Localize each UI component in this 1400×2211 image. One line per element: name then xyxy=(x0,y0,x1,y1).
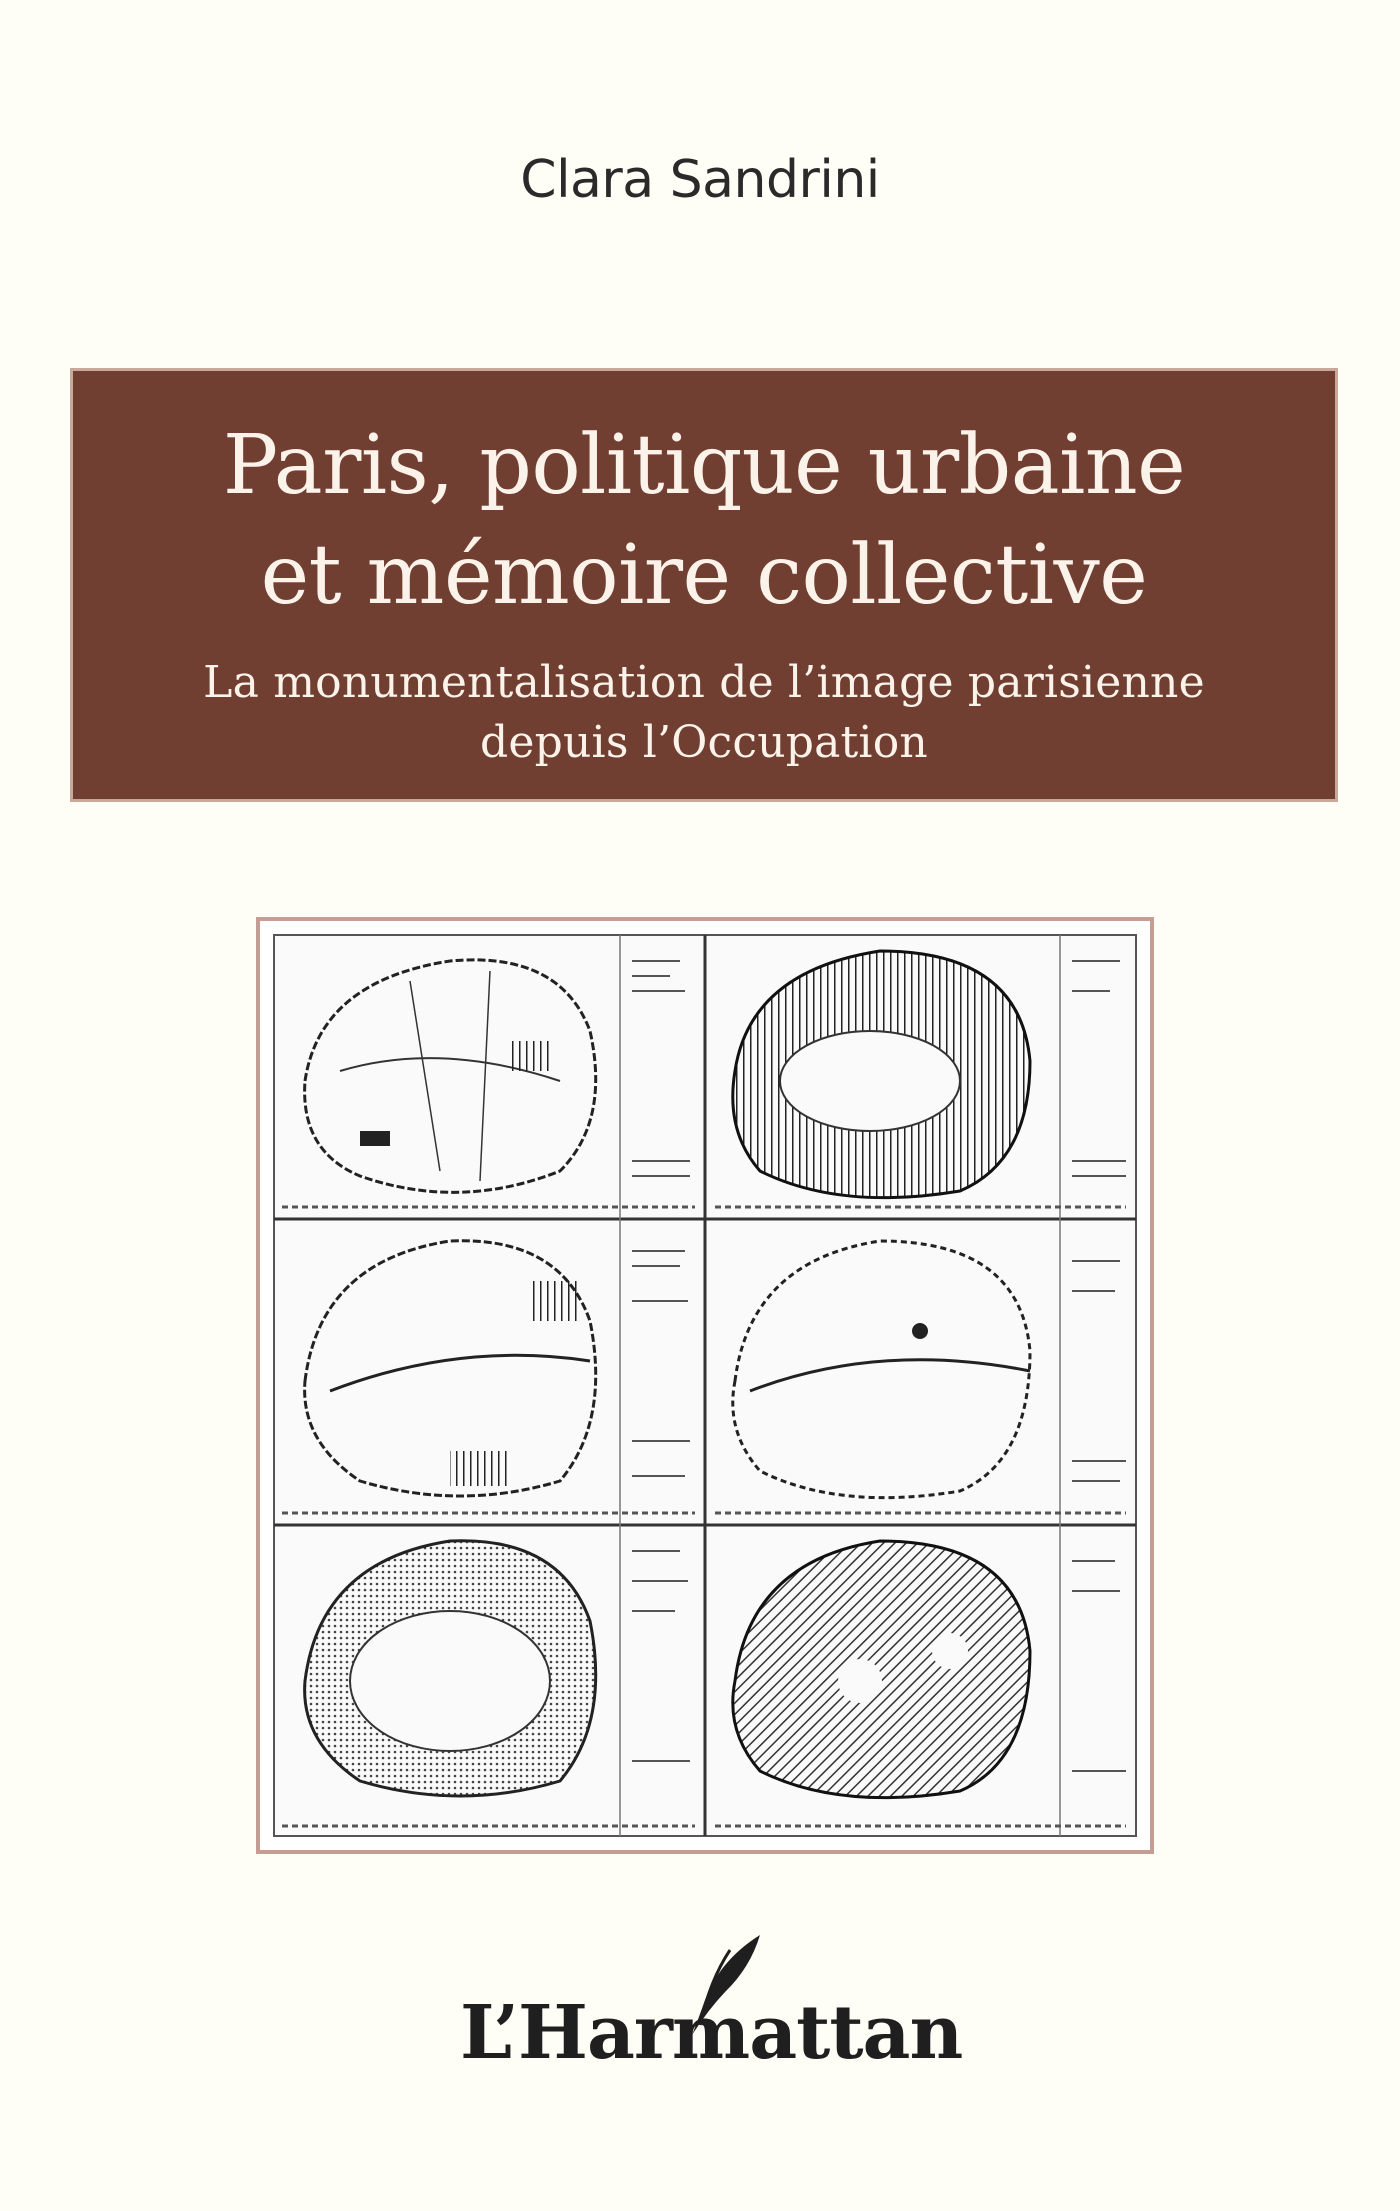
title-line-1: Paris, politique urbaine xyxy=(222,418,1186,513)
paris-maps-grid-icon xyxy=(260,921,1150,1850)
publisher-name: L’Harmattan xyxy=(460,1990,963,2076)
title-line-2: et mémoire collective xyxy=(260,528,1148,623)
subtitle-line-1: La monumentalisation de l’image parisienne xyxy=(203,657,1205,708)
publisher-logo xyxy=(460,1930,963,2100)
title-box xyxy=(70,368,1338,802)
cover-illustration xyxy=(256,917,1154,1854)
subtitle-line-2: depuis l’Occupation xyxy=(480,717,928,768)
author-name: Clara Sandrini xyxy=(520,150,880,210)
